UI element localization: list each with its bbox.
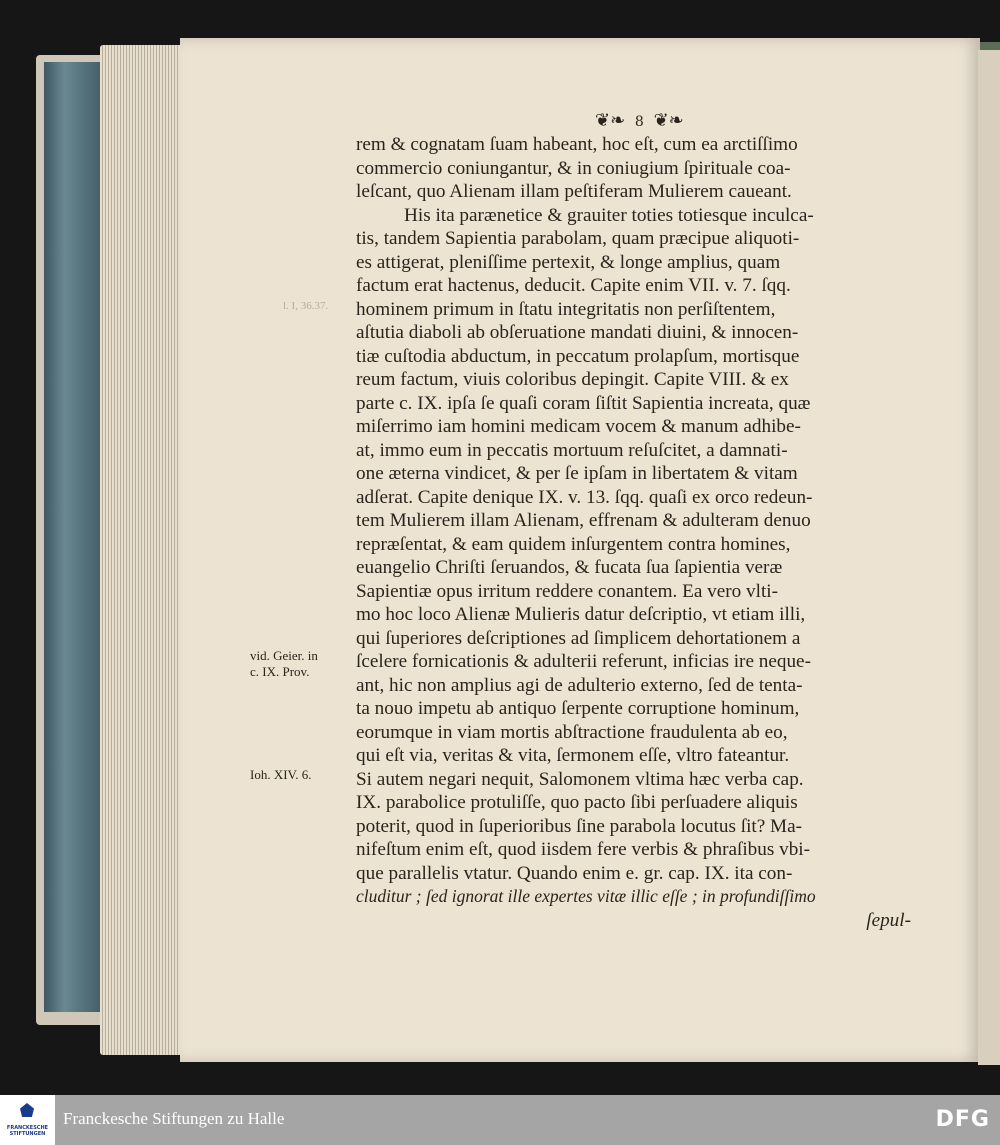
text-line: leſcant, quo Alienam illam peſtiferam Mulierem caueant. [356,181,792,202]
text-line: at, immo eum in peccatis mortuum reſuſcitet, a damnati- [356,439,788,461]
text-line: repræſentat, & eam quidem inſurgentem contra homines, [356,533,791,555]
marginal-note-ioh: Ioh. XIV. 6. [250,767,312,782]
text-line: rem & cognatam ſuam habeant, hoc eſt, cum ea arctiſſimo [356,134,798,155]
text-line: poterit, quod in ſuperioribus ſine parabola locutus ſit? Ma- [356,815,803,837]
facing-page-edge [978,50,1000,1065]
text-line: que parallelis vtatur. Quando enim e. gr. cap. IX. ita con- [356,862,793,884]
text-line: aſtutia diaboli ab obſeruatione mandati diuini, & innocen- [356,322,799,343]
marginal-note-geier: vid. Geier. in c. IX. Prov. [250,648,318,679]
text-line: cluditur ; ſed ignorat ille expertes vitæ illic eſſe ; in profundiſſimo [356,886,816,906]
text-line: ta nouo impetu ab antiquo ſerpente corruptione hominum, [356,698,800,719]
text-line: Sapientiæ opus irritum reddere conantem. Ea vero vlti- [356,580,779,602]
text-line: Si autem negari nequit, Salomonem vltima hæc verba cap. [356,768,804,790]
text-line: qui eſt via, veritas & vita, ſermonem eſſe, vltro fateantur. [356,745,790,766]
ornament-right-icon: ❦❧ [653,110,684,131]
institution-logo[interactable] [0,1095,55,1145]
page-number: 8 [634,114,644,130]
text-line: reum factum, viuis coloribus depingit. Capite VIII. & ex [356,369,789,390]
text-line: ant, hic non amplius agi de adulterio externo, ſed de tenta- [356,674,803,696]
page-header [595,110,684,131]
book-spine-edge [44,62,102,1012]
footer-bar [0,1095,1000,1145]
text-line: His ita parænetice & grauiter toties totiesque inculca- [404,204,814,226]
text-line: euangelio Chriſti ſeruandos, & fucata ſua ſapientia veræ [356,557,783,578]
text-line: hominem primum in ſtatu integritatis non perſiſtentem, [356,298,776,320]
text-line: adſerat. Capite denique IX. v. 13. ſqq. quaſi ex orco redeun- [356,486,813,508]
text-line: factum erat hactenus, deducit. Capite enim VII. v. 7. ſqq. [356,275,791,296]
text-line: tis, tandem Sapientia parabolam, quam præcipue aliquoti- [356,228,800,249]
logo-text: FRANCKESCHE STIFTUNGEN [6,1125,49,1137]
text-line: tem Mulierem illam Alienam, effrenam & adulteram denuo [356,510,811,531]
institution-name: Franckesche Stiftungen zu Halle [63,1109,285,1128]
show-through-mark: l. I, 36.37. [283,300,329,312]
text-line: IX. parabolice protuliſſe, quo pacto ſibi perſuadere aliquis [356,792,798,813]
text-line: miſerrimo iam homini medicam vocem & manum adhibe- [356,416,801,437]
text-line: mo hoc loco Alienæ Mulieris datur deſcriptio, vt etiam illi, [356,604,806,625]
page-stack-edges [100,45,185,1055]
text-line: one æterna vindicet, & per ſe ipſam in libertatem & vitam [356,463,798,484]
body-text [356,133,921,932]
text-line: nifeſtum enim eſt, quod iisdem fere verbis & phraſibus vbi- [356,839,811,860]
text-line: es attigerat, pleniſſime pertexit, & longe amplius, quam [356,251,781,273]
catchword: ſepul- [866,909,911,931]
text-line: ſcelere fornicationis & adulterii referunt, inficias ire neque- [356,651,811,672]
text-line: parte c. IX. ipſa ſe quaſi coram ſiſtit Sapientia increata, quæ [356,392,811,414]
text-line: commercio coniungantur, & in coniugium ſpirituale coa- [356,157,791,179]
text-line: qui ſuperiores deſcriptiones ad ſimplicem dehortationem a [356,627,801,649]
institution-logo-icon [20,1103,34,1117]
text-line: eorumque in viam mortis abſtractione fraudulenta ab eo, [356,721,788,743]
text-line: tiæ cuſtodia abductum, in peccatum prolapſum, mortisque [356,345,800,367]
dfg-logo[interactable]: DFG [935,1107,990,1132]
ornament-left-icon: ❦❧ [595,110,626,131]
